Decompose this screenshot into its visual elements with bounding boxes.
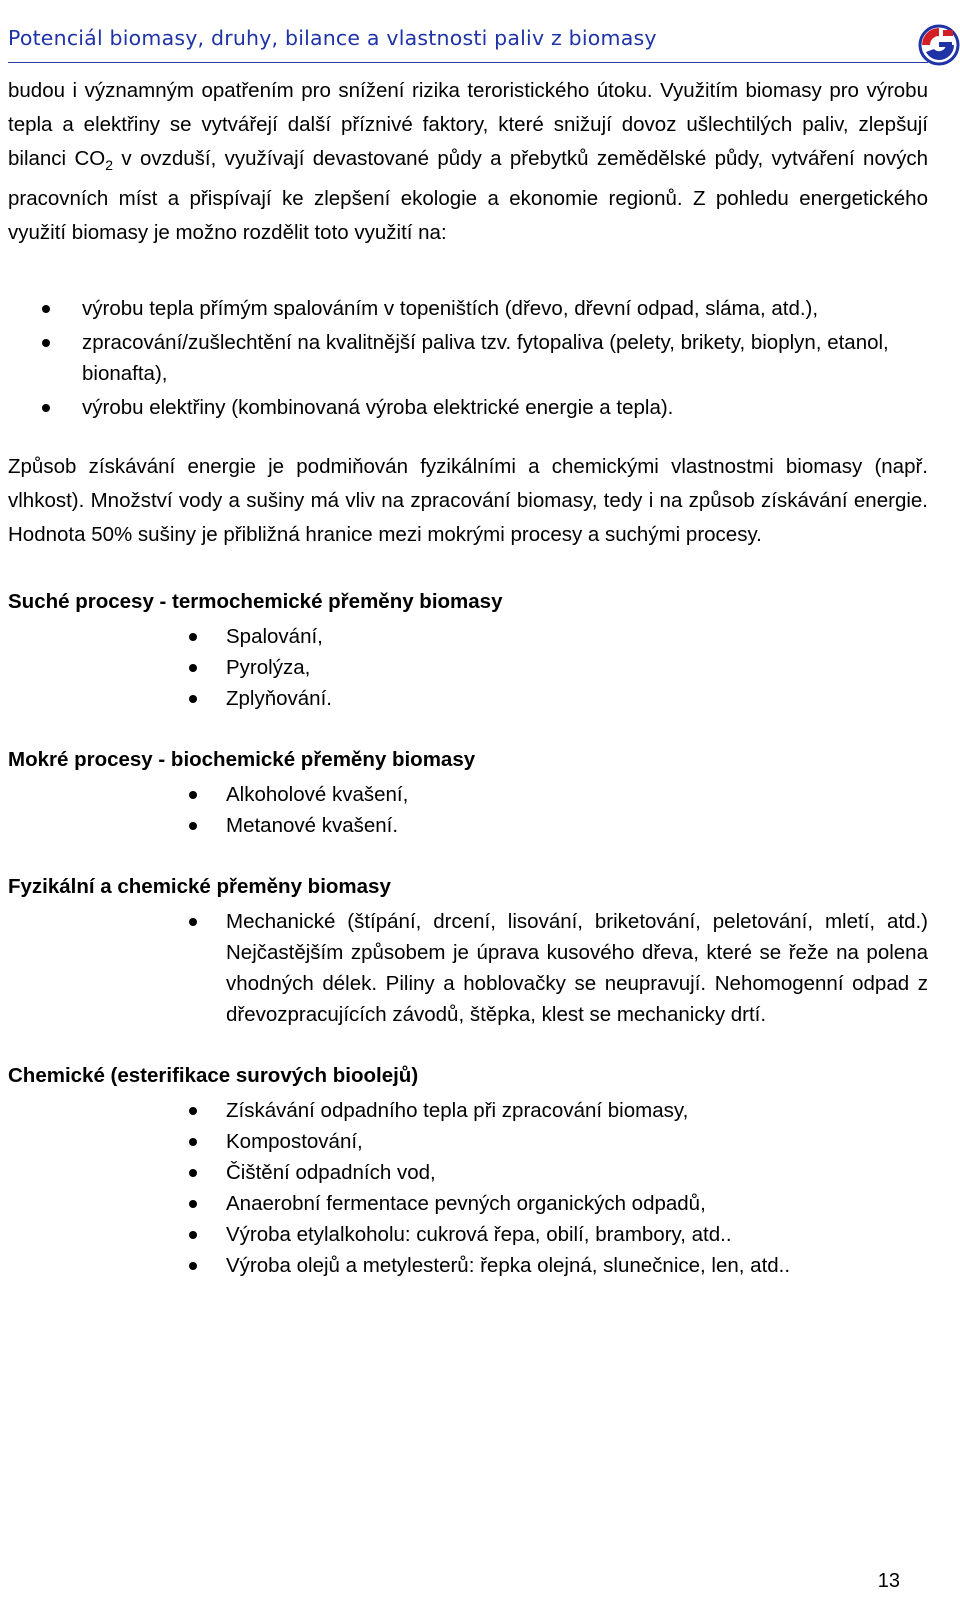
list-item: Alkoholové kvašení, bbox=[8, 779, 928, 810]
list-item: Čištění odpadních vod, bbox=[8, 1157, 928, 1188]
section-heading-physchem: Fyzikální a chemické přeměny biomasy bbox=[8, 875, 391, 899]
section-heading-wet: Mokré procesy - biochemické přeměny biomasy bbox=[8, 748, 476, 772]
list-item: Zplyňování. bbox=[8, 683, 928, 714]
page-header bbox=[8, 20, 928, 63]
list-item: výrobu elektřiny (kombinovaná výroba elektrické energie a tepla). bbox=[8, 392, 928, 423]
institution-logo-icon bbox=[918, 24, 960, 66]
section-heading-dry: Suché procesy - termochemické přeměny biomasy bbox=[8, 590, 503, 614]
moisture-paragraph: Způsob získávání energie je podmiňován fyzikálními a chemickými vlastnostmi biomasy (např. vlhkost). Množství vody a sušiny má vliv na zpracování biomasy, tedy i na způsob získávání energie. Hodnota 50% sušiny je přibližná hranice mezi mokrými procesy a suchými procesy. bbox=[8, 455, 928, 547]
list-item: Mechanické (štípání, drcení, lisování, briketování, peletování, mletí, atd.) Nejčastějším způsobem je úprava kusového dřeva, které se řeže na polena vhodných délek. Piliny a hoblovačky se neupravují. Nehomogenní odpad z dřevozpracujících závodů, štěpka, klest se mechanicky drtí. bbox=[8, 906, 928, 1030]
header-title: Potenciál biomasy, druhy, bilance a vlastnosti paliv z biomasy bbox=[8, 26, 657, 50]
list-item: Kompostování, bbox=[8, 1126, 928, 1157]
document-body bbox=[8, 74, 928, 1281]
physchem-list bbox=[8, 906, 928, 1030]
page-number: 13 bbox=[877, 1570, 900, 1592]
energy-uses-list bbox=[8, 293, 928, 423]
list-item: Výroba etylalkoholu: cukrová řepa, obilí, brambory, atd.. bbox=[8, 1219, 928, 1250]
list-item: Získávání odpadního tepla při zpracování biomasy, bbox=[8, 1095, 928, 1126]
wet-processes-list bbox=[8, 779, 928, 841]
list-item: zpracování/zušlechtění na kvalitnější paliva tzv. fytopaliva (pelety, brikety, bioplyn, etanol, bionafta), bbox=[8, 327, 928, 389]
list-item: Spalování, bbox=[8, 621, 928, 652]
list-item: Metanové kvašení. bbox=[8, 810, 928, 841]
co2-subscript: 2 bbox=[105, 157, 114, 174]
intro-paragraph: budou i významným opatřením pro snížení rizika teroristického útoku. Využitím biomasy pro výrobu tepla a elektřiny se vytvářejí další příznivé faktory, které snižují dovoz ušlechtilých paliv, zlepšují bilanci $CO_2$ v ovzduší, využívají devastované půdy a přebytků zemědělské půdy, vytváření nových pracovních míst a přispívají ke zlepšení ekologie a ekonomie regionů. Z pohledu energetického využití biomasy je možno rozdělit toto využití na: bbox=[8, 79, 929, 245]
chem-list bbox=[8, 1095, 928, 1281]
list-item: Anaerobní fermentace pevných organických odpadů, bbox=[8, 1188, 928, 1219]
dry-processes-list bbox=[8, 621, 928, 714]
list-item: Pyrolýza, bbox=[8, 652, 928, 683]
list-item: výrobu tepla přímým spalováním v topeništích (dřevo, dřevní odpad, sláma, atd.), bbox=[8, 293, 928, 324]
list-item: Výroba olejů a metylesterů: řepka olejná, slunečnice, len, atd.. bbox=[8, 1250, 928, 1281]
section-heading-chem: Chemické (esterifikace surových bioolejů) bbox=[8, 1064, 419, 1088]
